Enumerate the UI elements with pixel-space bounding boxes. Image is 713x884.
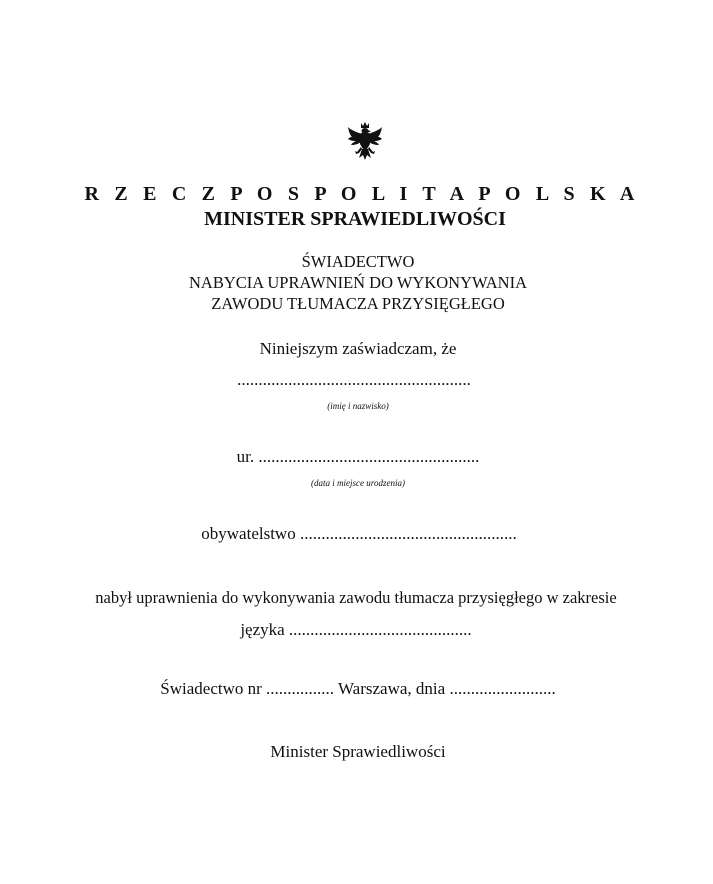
signature-label: Minister Sprawiedliwości [270, 742, 446, 761]
intro-text: Niniejszym zaświadczam, że [259, 339, 457, 358]
document-title-line-1: ŚWIADECTWO [301, 252, 415, 271]
name-caption: (imię i nazwisko) [327, 401, 389, 411]
document-title-line-3: ZAWODU TŁUMACZA PRZYSIĘGŁEGO [211, 294, 505, 313]
acquired-rights-text: nabył uprawnienia do wykonywania zawodu tłumacza przysięgłego w zakresie [95, 588, 617, 607]
language-field: języka ........................................... [240, 620, 472, 639]
country-heading: R Z E C Z P O S P O L I T A P O L S K A [84, 183, 640, 205]
name-field: ....................................................... [237, 370, 471, 389]
certificate-number-date-line: Świadectwo nr ................ Warszawa, dnia ......................... [160, 679, 556, 698]
document-title-line-2: NABYCIA UPRAWNIEŃ DO WYKONYWANIA [189, 273, 527, 292]
polish-eagle-emblem-icon [347, 120, 383, 162]
citizenship-field: obywatelstwo ................................................... [201, 524, 517, 543]
ministry-heading: MINISTER SPRAWIEDLIWOŚCI [204, 208, 506, 230]
birth-field: ur. .................................................... [236, 447, 480, 466]
birth-caption: (data i miejsce urodzenia) [311, 478, 405, 488]
